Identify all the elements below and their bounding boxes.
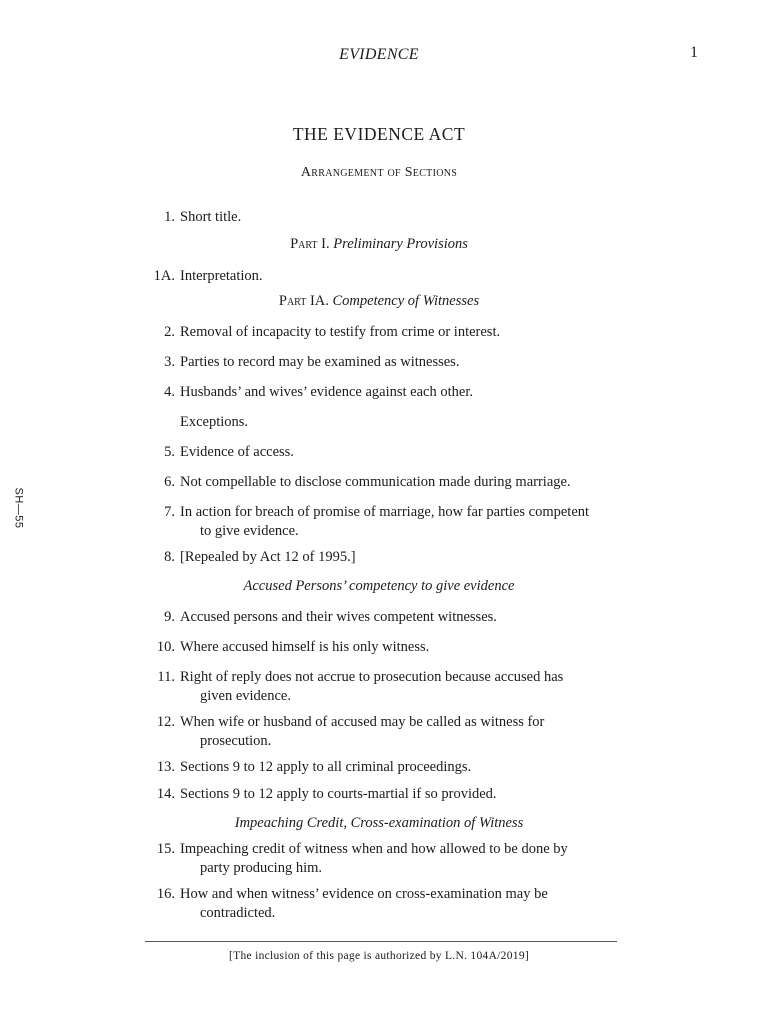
section-title — [180, 548, 620, 567]
section-group-heading — [0, 293, 758, 310]
arrangement-title: Arrangement of Sections — [300, 165, 458, 180]
section-title-line: In action for breach of promise of marriage, how far parties competent — [180, 504, 590, 520]
side-margin-note: SH—55 — [12, 487, 25, 529]
section-title — [180, 785, 620, 804]
section-title-continuation: contradicted. — [200, 905, 276, 921]
section-title-continuation: prosecution. — [200, 733, 272, 749]
part-title: Impeaching Credit, Cross-examination of Witness — [234, 815, 524, 831]
section-title — [180, 608, 620, 627]
section-number: 4. — [164, 384, 175, 400]
section-title — [180, 840, 620, 878]
section-title — [180, 413, 620, 432]
section-title — [180, 383, 620, 402]
section-number: 1. — [164, 209, 175, 225]
section-number: 11. — [157, 669, 175, 685]
section-title-line: Where accused himself is his only witness. — [180, 639, 430, 655]
section-number: 13. — [156, 759, 175, 775]
section-title — [180, 638, 620, 657]
section-title — [180, 758, 620, 777]
section-title — [180, 503, 620, 541]
section-title-line: When wife or husband of accused may be called as witness for — [180, 714, 545, 730]
section-title-line: Not compellable to disclose communication made during marriage. — [180, 474, 571, 490]
section-title — [180, 353, 620, 372]
part-label: Part IA. — [278, 293, 333, 309]
section-number: 8. — [164, 549, 175, 565]
page-number: 1 — [690, 44, 698, 61]
section-title — [180, 443, 620, 462]
part-title: Accused Persons’ competency to give evidence — [243, 578, 515, 594]
section-number: 9. — [164, 609, 175, 625]
section-title — [180, 323, 620, 342]
section-title-line: Evidence of access. — [180, 444, 294, 460]
section-title-line: Sections 9 to 12 apply to courts-martial if so provided. — [180, 786, 497, 802]
section-title-line: [Repealed by Act 12 of 1995.] — [180, 549, 356, 565]
footer-note: [The inclusion of this page is authorized by L.N. 104A/2019] — [228, 950, 529, 962]
section-title-continuation: party producing him. — [200, 860, 323, 876]
section-title — [180, 473, 620, 492]
section-title-line: Removal of incapacity to testify from crime or interest. — [180, 324, 501, 340]
part-label: Part I. — [290, 236, 334, 252]
section-title-line: Impeaching credit of witness when and how allowed to be done by — [180, 841, 568, 857]
section-title-line: Sections 9 to 12 apply to all criminal proceedings. — [180, 759, 472, 775]
section-number: 14. — [156, 786, 175, 802]
section-number: 16. — [156, 886, 175, 902]
section-number: 10. — [156, 639, 175, 655]
section-title-line: Right of reply does not accrue to prosecution because accused has — [180, 669, 564, 685]
section-title-line: Interpretation. — [180, 268, 263, 284]
section-number: 5. — [164, 444, 175, 460]
section-number: 6. — [164, 474, 175, 490]
section-title-continuation: to give evidence. — [200, 523, 299, 539]
section-title — [180, 267, 620, 286]
section-title — [180, 668, 620, 706]
running-head: EVIDENCE — [339, 46, 419, 63]
footer-rule — [145, 941, 617, 942]
section-number: 12. — [156, 714, 175, 730]
section-title-line: Accused persons and their wives competent witnesses. — [180, 609, 497, 625]
section-title-line: Husbands’ and wives’ evidence against each other. — [180, 384, 473, 400]
section-title — [180, 713, 620, 751]
section-title-line: Short title. — [180, 209, 242, 225]
part-title: Competency of Witnesses — [332, 293, 480, 309]
section-title-line: How and when witness’ evidence on cross-examination may be — [180, 886, 548, 902]
section-title-continuation: given evidence. — [200, 688, 291, 704]
section-title-line: Parties to record may be examined as witnesses. — [180, 354, 460, 370]
section-number: 7. — [164, 504, 175, 520]
section-group-heading — [0, 236, 758, 253]
section-number: 3. — [164, 354, 175, 370]
section-title-line: Exceptions. — [180, 414, 249, 430]
part-title: Preliminary Provisions — [333, 236, 468, 252]
act-title: THE EVIDENCE ACT — [292, 124, 466, 144]
section-number: 2. — [164, 324, 175, 340]
section-number: 1A. — [153, 268, 175, 284]
section-group-heading — [0, 578, 758, 595]
section-number: 15. — [156, 841, 175, 857]
section-title — [180, 885, 620, 923]
section-title — [180, 208, 620, 227]
section-group-heading — [0, 815, 758, 832]
